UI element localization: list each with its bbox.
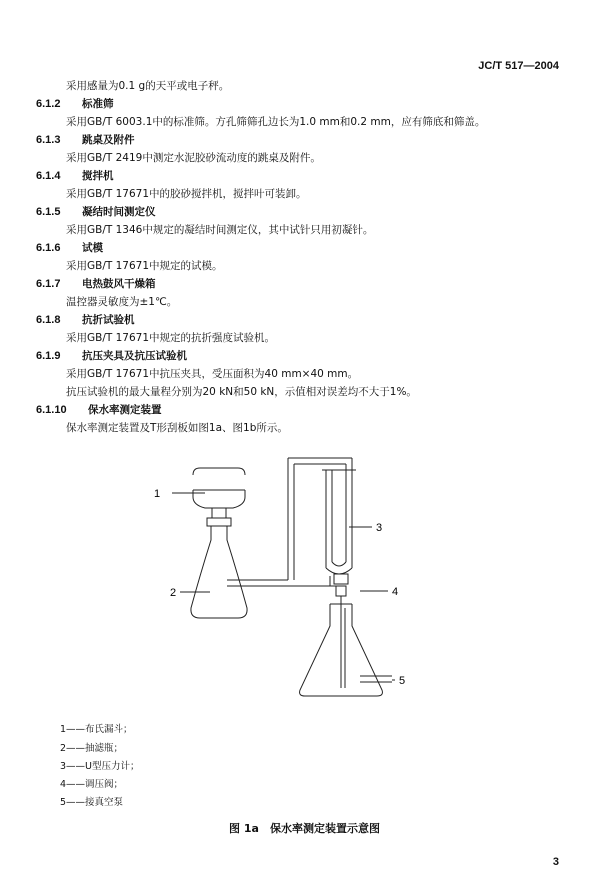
section-body: 温控器灵敏度为±1℃。 [66,296,178,308]
section-body: 采用GB/T 1346中规定的凝结时间测定仪，其中试针只用初凝针。 [66,224,374,236]
legend-item: 4——调压阀； [60,779,124,790]
page-number: 3 [552,856,559,868]
callout-3: 3 [376,522,383,534]
section-body: 保水率测定装置及T形刮板如图1a、图1b所示。 [66,422,288,434]
section-title: 抗折试验机 [82,314,135,326]
vacuum-pipework [227,458,352,586]
section-number: 6.1.3 [36,134,61,146]
section-number: 6.1.4 [36,170,61,182]
section-title: 电热鼓风干燥箱 [82,278,156,290]
section-title: 标准筛 [82,98,114,110]
callout-4: 4 [392,586,399,598]
section-title: 抗压夹具及抗压试验机 [82,350,187,362]
section-body: 采用GB/T 17671中抗压夹具，受压面积为40 mm×40 mm。 [66,368,359,380]
section-number: 6.1.8 [36,314,61,326]
section-title: 跳桌及附件 [82,134,135,146]
legend-item: 2——抽滤瓶； [60,743,124,754]
legend-item: 3——U型压力计； [60,761,140,772]
section-title: 保水率测定装置 [88,404,162,416]
section-body: 采用GB/T 17671中规定的抗折强度试验机。 [66,332,276,344]
legend-item: 1——布氏漏斗； [60,724,133,735]
u-tube-manometer [322,470,356,574]
buchner-funnel [193,468,245,526]
section-number: 6.1.7 [36,278,61,290]
section-number: 6.1.9 [36,350,61,362]
section-body: 采用GB/T 17671中的胶砂搅拌机，搅拌叶可装卸。 [66,188,307,200]
callout-1: 1 [154,488,161,500]
section-number: 6.1.2 [36,98,61,110]
figure-caption: 图 1a 保水率测定装置示意图 [229,822,380,835]
section-title: 试模 [82,242,103,254]
section-number: 6.1.5 [36,206,61,218]
section-body: 采用GB/T 6003.1中的标准筛。方孔筛筛孔边长为1.0 mm和0.2 mm，应有筛底和筛盖。 [66,116,486,128]
intro-line: 采用感量为0.1 g的天平或电子秤。 [66,80,230,92]
section-title: 凝结时间测定仪 [82,206,156,218]
legend-item: 5——接真空泵 [60,797,124,808]
section-number: 6.1.10 [36,404,67,416]
pressure-valve [330,574,348,604]
standard-code: JC/T 517—2004 [478,60,559,72]
section-number: 6.1.6 [36,242,61,254]
section-body: 采用GB/T 17671中规定的试模。 [66,260,223,272]
callout-2: 2 [170,587,177,599]
callout-5: 5 [399,675,406,687]
section-body: 采用GB/T 2419中测定水泥胶砂流动度的跳桌及附件。 [66,152,321,164]
section-title: 搅拌机 [82,170,114,182]
suction-flask [191,526,247,618]
section-body: 抗压试验机的最大量程分别为20 kN和50 kN，示值相对误差均不大于1%。 [66,386,417,398]
